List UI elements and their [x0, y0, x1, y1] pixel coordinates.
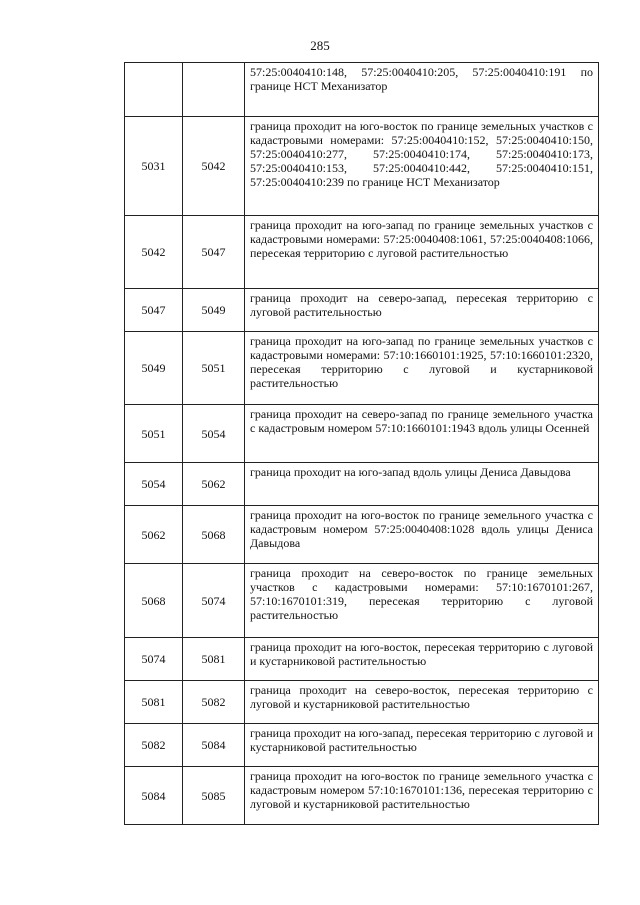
- to-point-cell: 5062: [183, 463, 245, 506]
- boundary-description-cell: граница проходит на северо-запад по границе земельного участка с кадастровым номером 57:10:1660101:1943 вдоль улицы Осенней: [245, 405, 599, 463]
- to-point-cell: 5068: [183, 506, 245, 564]
- table-row: [125, 724, 599, 767]
- table-row: [125, 117, 599, 216]
- boundary-description-cell: граница проходит на юго-восток по границе земельных участков с кадастровыми номерами: 57:25:0040410:152, 57:25:0040410:150, 57:25:0040410:277, 57:25:0040410:174, 57:25:0040410:173, 57:25:0040410:153, 57:25:0040410:442, 57:25:0040410:151, 57:25:0040410:239 по границе НСТ Механизатор: [245, 117, 599, 216]
- from-point-cell: 5082: [125, 724, 183, 767]
- table-row: [125, 216, 599, 289]
- table-row: [125, 767, 599, 825]
- boundary-description-cell: граница проходит на юго-восток по границе земельного участка с кадастровым номером 57:25:0040408:1028 вдоль улицы Дениса Давыдова: [245, 506, 599, 564]
- to-point-cell: 5051: [183, 332, 245, 405]
- from-point-cell: 5047: [125, 289, 183, 332]
- table-row: [125, 564, 599, 638]
- boundary-description-cell: граница проходит на юго-восток по границе земельного участка с кадастровым номером 57:10:1670101:136, пересекая территорию с луговой и кустарниковой растительностью: [245, 767, 599, 825]
- boundary-description-cell: граница проходит на юго-запад по границе земельных участков с кадастровыми номерами: 57:10:1660101:1925, 57:10:1660101:2320, пересекая территорию с луговой и кустарниковой растительностью: [245, 332, 599, 405]
- boundary-description-table: [124, 62, 599, 825]
- table-row: [125, 405, 599, 463]
- from-point-cell: 5074: [125, 638, 183, 681]
- from-point-cell: 5081: [125, 681, 183, 724]
- from-point-cell: 5031: [125, 117, 183, 216]
- page-number: 285: [310, 38, 330, 53]
- to-point-cell: [183, 63, 245, 117]
- boundary-description-cell: граница проходит на северо-запад, пересекая территорию с луговой растительностью: [245, 289, 599, 332]
- to-point-cell: 5074: [183, 564, 245, 638]
- boundary-description-cell: граница проходит на юго-запад вдоль улицы Дениса Давыдова: [245, 463, 599, 506]
- from-point-cell: 5049: [125, 332, 183, 405]
- boundary-description-cell: граница проходит на северо-восток, пересекая территорию с луговой и кустарниковой растительностью: [245, 681, 599, 724]
- boundary-description-cell: граница проходит на юго-восток, пересекая территорию с луговой и кустарниковой растительностью: [245, 638, 599, 681]
- boundary-description-cell: граница проходит на северо-восток по границе земельных участков с кадастровыми номерами: 57:10:1670101:267, 57:10:1670101:319, пересекая территорию с луговой растительностью: [245, 564, 599, 638]
- to-point-cell: 5054: [183, 405, 245, 463]
- to-point-cell: 5049: [183, 289, 245, 332]
- table-row: [125, 463, 599, 506]
- from-point-cell: 5042: [125, 216, 183, 289]
- from-point-cell: 5068: [125, 564, 183, 638]
- table-row: [125, 332, 599, 405]
- table-row: [125, 681, 599, 724]
- from-point-cell: 5084: [125, 767, 183, 825]
- boundary-description-cell: граница проходит на юго-запад по границе земельных участков с кадастровыми номерами: 57:25:0040408:1061, 57:25:0040408:1066, пересекая территорию с луговой растительностью: [245, 216, 599, 289]
- boundary-description-cell: 57:25:0040410:148, 57:25:0040410:205, 57:25:0040410:191 по границе НСТ Механизатор: [245, 63, 599, 117]
- to-point-cell: 5084: [183, 724, 245, 767]
- from-point-cell: [125, 63, 183, 117]
- to-point-cell: 5047: [183, 216, 245, 289]
- to-point-cell: 5085: [183, 767, 245, 825]
- to-point-cell: 5082: [183, 681, 245, 724]
- table-row: [125, 289, 599, 332]
- from-point-cell: 5062: [125, 506, 183, 564]
- to-point-cell: 5042: [183, 117, 245, 216]
- table-row: [125, 506, 599, 564]
- table-row: [125, 638, 599, 681]
- boundary-description-cell: граница проходит на юго-запад, пересекая территорию с луговой и кустарниковой растительностью: [245, 724, 599, 767]
- from-point-cell: 5051: [125, 405, 183, 463]
- table-row: [125, 63, 599, 117]
- from-point-cell: 5054: [125, 463, 183, 506]
- to-point-cell: 5081: [183, 638, 245, 681]
